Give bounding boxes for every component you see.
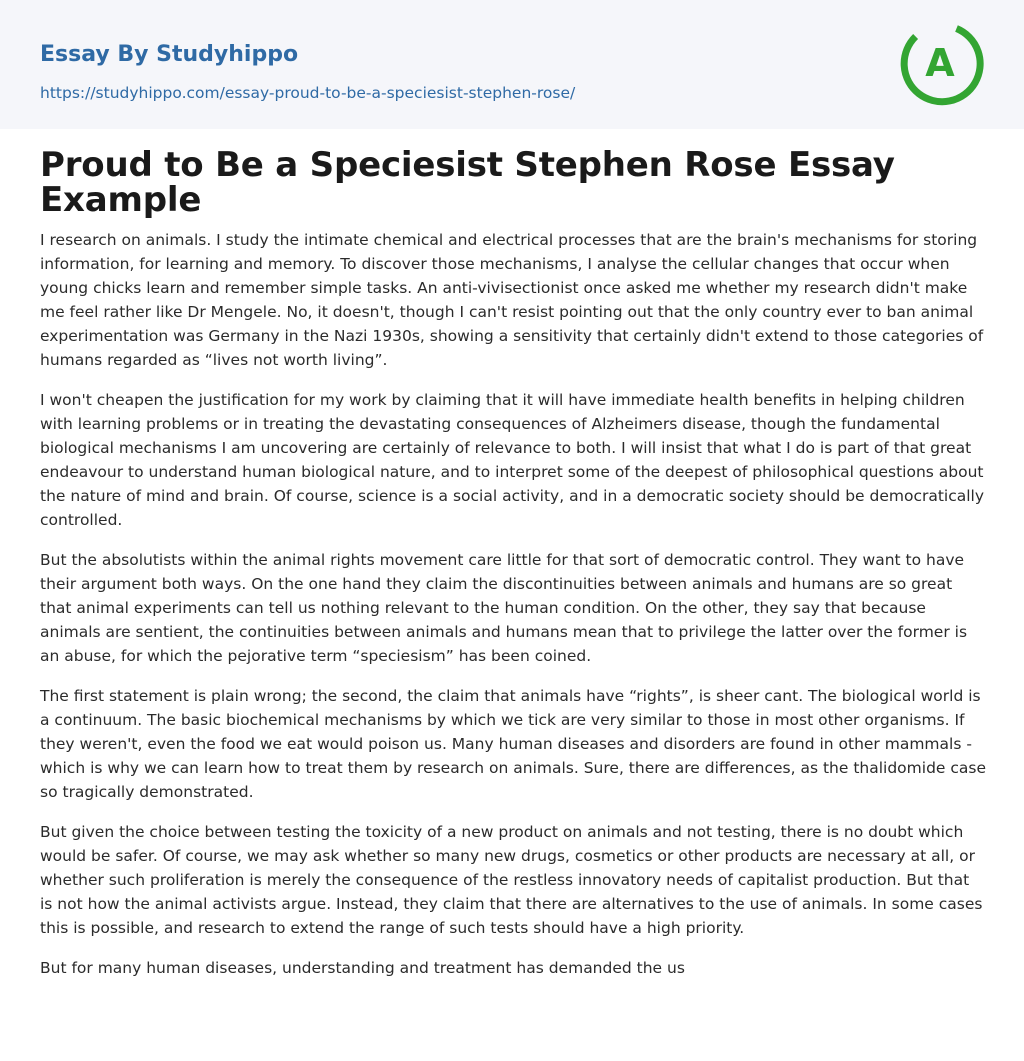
site-header (0, 0, 1024, 129)
logo-letter: A (925, 41, 955, 85)
article-paragraph: But the absolutists within the animal rights movement care little for that sort of democratic control. They want to have their argument both ways. On the one hand they claim the discontinuities between animals and humans are so great that animal experiments can tell us nothing relevant to the human condition. On the other, they say that because animals are sentient, the continuities between animals and humans mean that to privilege the latter over the former is an abuse, for which the pejorative term “speciesism” has been coined. (40, 551, 968, 665)
article-paragraph: But for many human diseases, understanding and treatment has demanded the us (40, 959, 685, 977)
article-paragraph: I research on animals. I study the intimate chemical and electrical processes that are the brain's mechanisms for storing information, for learning and memory. To discover those mechanisms, I analyse the cellular changes that occur when young chicks learn and remember simple tasks. An anti-vivisectionist once asked me whether my research didn't make me feel rather like Dr Mengele. No, it doesn't, though I can't resist pointing out that the only country ever to ban animal experimentation was Germany in the Nazi 1930s, showing a sensitivity that certainly didn't extend to those categories of humans regarded as “lives not worth living”. (40, 231, 984, 369)
article-paragraph: I won't cheapen the justification for my work by claiming that it will have immediate health benefits in helping children with learning problems or in treating the devastating consequences of Alzheimers disease, though the fundamental biological mechanisms I am uncovering are certainly of relevance to both. I will insist that what I do is part of that great endeavour to understand human biological nature, and to interpret some of the deepest of philosophical questions about the nature of mind and brain. Of course, science is a social activity, and in a democratic society should be democratically controlled. (40, 391, 985, 529)
site-brand[interactable]: Essay By Studyhippo (40, 42, 299, 67)
page-title: Proud to Be a Speciesist Stephen Rose Essay Example (40, 145, 895, 220)
page-url-link[interactable]: https://studyhippo.com/essay-proud-to-be-a-speciesist-stephen-rose/ (40, 84, 576, 102)
article-paragraph: The first statement is plain wrong; the second, the claim that animals have “rights”, is sheer cant. The biological world is a continuum. The basic biochemical mechanisms by which we tick are very similar to those in most other organisms. If they weren't, even the food we eat would poison us. Many human diseases and disorders are found in other mammals -which is why we can learn how to treat them by research on animals. Sure, there are differences, as the thalidomide case so tragically demonstrated. (40, 687, 987, 801)
article-paragraph: But given the choice between testing the toxicity of a new product on animals and not testing, there is no doubt which would be safer. Of course, we may ask whether so many new drugs, cosmetics or other products are necessary at all, or whether such proliferation is merely the consequence of the restless innovatory needs of capitalist production. But that is not how the animal activists argue. Instead, they claim that there are alternatives to the use of animals. In some cases this is possible, and research to extend the range of such tests should have a high priority. (40, 823, 983, 937)
circle-a-logo-icon[interactable] (896, 20, 986, 106)
article-body (40, 228, 986, 996)
